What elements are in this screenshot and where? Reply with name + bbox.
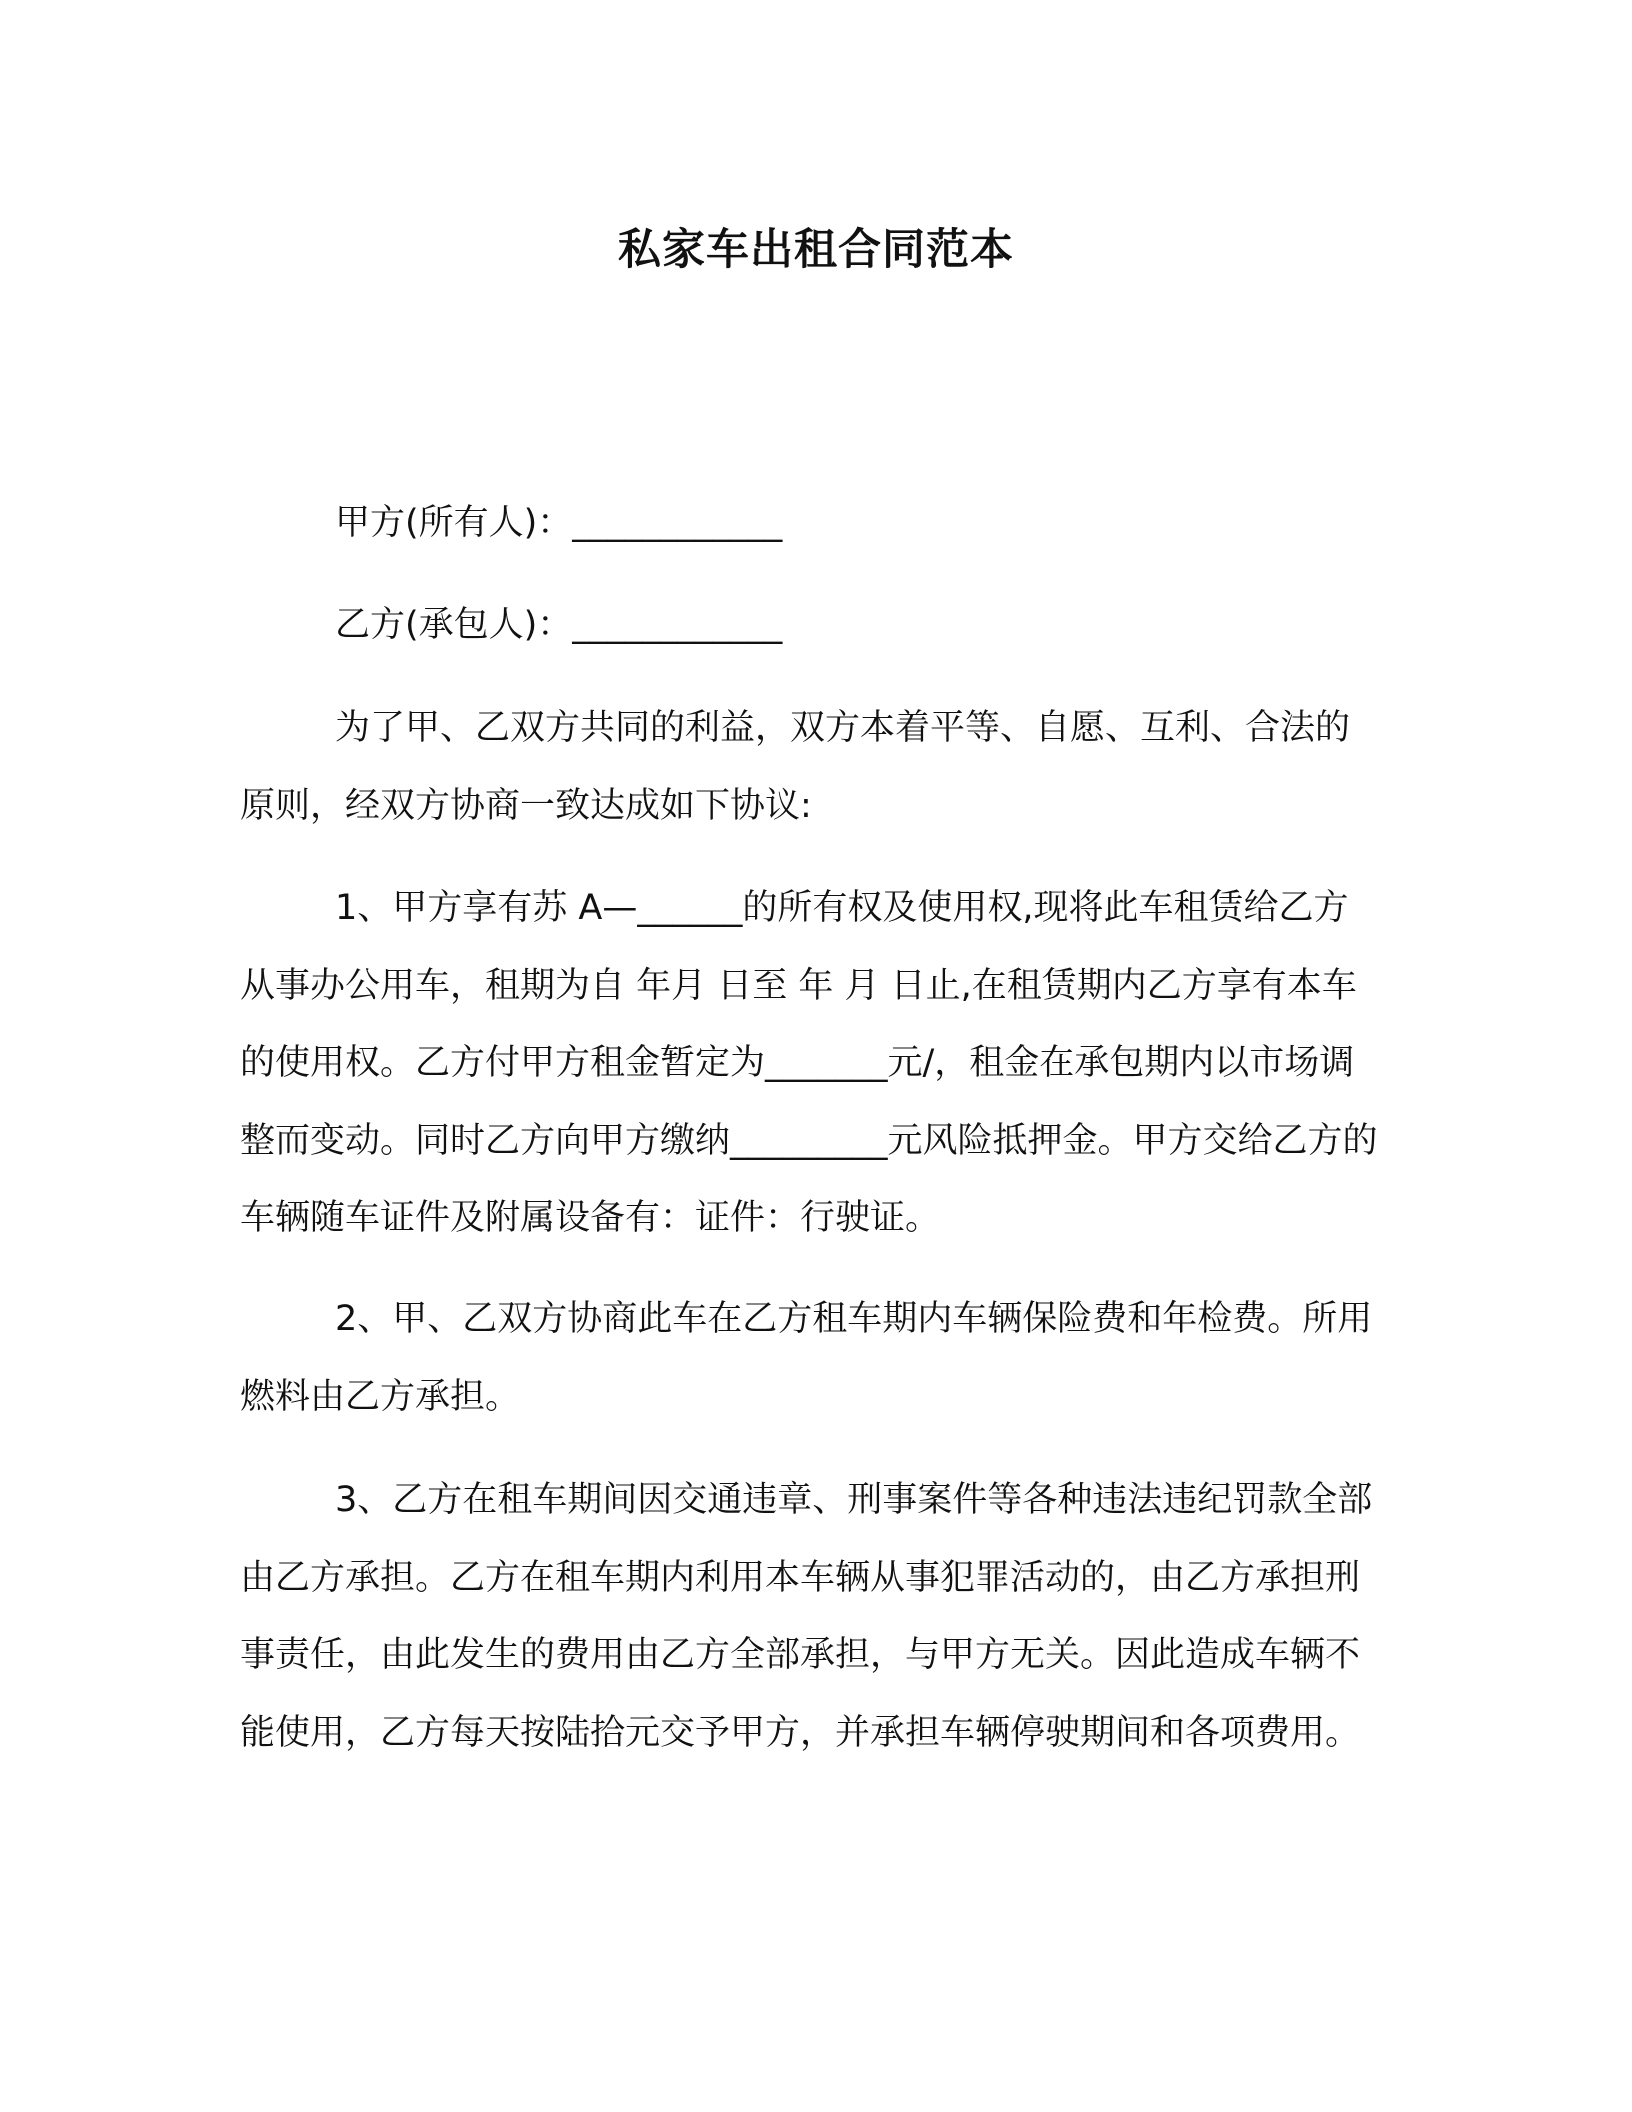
clause-3-paragraph: 3、乙方在租车期间因交通违章、刑事案件等各种违法违纪罚款全部由乙方承担。乙方在租车期内利用本车辆从事犯罪活动的，由乙方承担刑事责任，由此发生的费用由乙方全部承担，与甲方无关。因此造成车辆不能使用，乙方每天按陆拾元交予甲方，并承担车辆停驶期间和各项费用。 bbox=[240, 1480, 1373, 1753]
intro-paragraph: 为了甲、乙双方共同的利益，双方本着平等、自愿、互利、合法的原则，经双方协商一致达成如下协议: bbox=[240, 708, 1351, 826]
party-a-line: 甲方(所有人)：____________ bbox=[335, 503, 783, 543]
clause-2-paragraph: 2、甲、乙双方协商此车在乙方租车期内车辆保险费和年检费。所用燃料由乙方承担。 bbox=[240, 1299, 1373, 1417]
clause-1-paragraph: 1、甲方享有苏 A—______的所有权及使用权,现将此车租赁给乙方从事办公用车，租期为自 年月 日至 年 月 日止,在租赁期内乙方享有本车的使用权。乙方付甲方租金暂定为_______元/，租金在承包期内以市场调整而变动。同时乙方向甲方缴纳_________元风险抵押金。甲方交给乙方的车辆随车证件及附属设备有：证件：行驶证。 bbox=[240, 888, 1378, 1238]
party-b-line: 乙方(承包人)：____________ bbox=[335, 605, 783, 645]
page-title: 私家车出租合同范本 bbox=[618, 225, 1014, 275]
